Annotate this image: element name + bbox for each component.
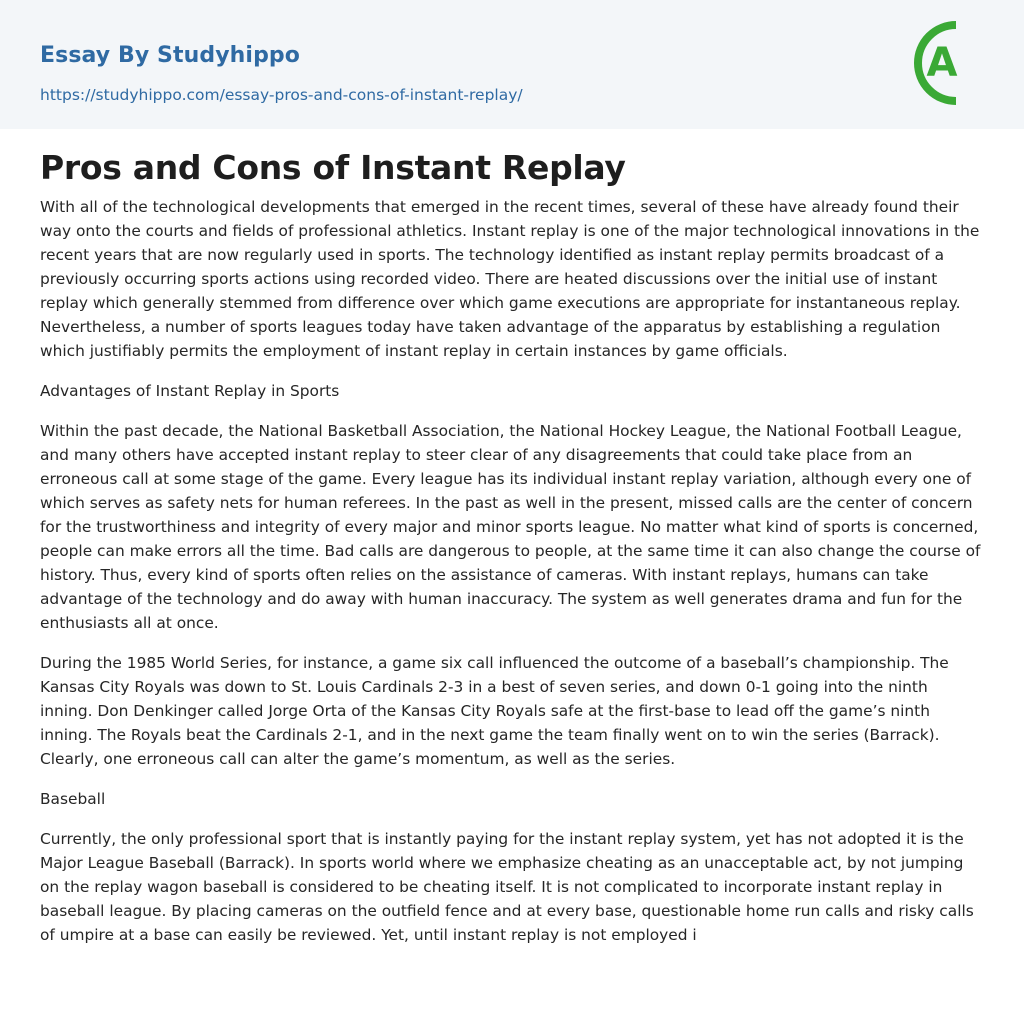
- section-heading-baseball: Baseball: [40, 790, 106, 808]
- paragraph-baseball: Currently, the only professional sport that is instantly paying for the instant replay system, yet has not adopted it is the Major League Baseball (Barrack). In sports world where we emphasize cheating as an unacceptable act, by not jumping on the replay wagon baseball is considered to be cheating itself. It is not complicated to incorporate instant replay in baseball league. By placing cameras on the outfield fence and at every base, questionable home run calls and risky calls of umpire at a base can easily be reviewed. Yet, until instant replay is not employed i: [40, 830, 974, 944]
- site-brand[interactable]: Essay By Studyhippo: [40, 43, 300, 68]
- paragraph-advantages: Within the past decade, the National Basketball Association, the National Hockey League, the National Football League, and many others have accepted instant replay to steer clear of any disagreements that could take place from an erroneous call at some stage of the game. Every league has its individual instant replay variation, although every one of which serves as safety nets for human referees. In the past as well in the present, missed calls are the center of concern for the trustworthiness and integrity of every major and minor sports league. No matter what kind of sports is concerned, people can make errors all the time. Bad calls are dangerous to people, at the same time it can also change the course of history. Thus, every kind of sports often relies on the assistance of cameras. With instant replays, humans can take advantage of the technology and do away with human inaccuracy. The system as well generates drama and fun for the enthusiasts all at once.: [40, 422, 981, 632]
- essay-url-link[interactable]: https://studyhippo.com/essay-pros-and-cons-of-instant-replay/: [40, 86, 523, 104]
- paragraph-intro: With all of the technological developments that emerged in the recent times, several of these have already found their way onto the courts and fields of professional athletics. Instant replay is one of the major technological innovations in the recent years that are now regularly used in sports. The technology identified as instant replay permits broadcast of a previously occurring sports actions using recorded video. There are heated discussions over the initial use of instant replay which generally stemmed from difference over which game executions are appropriate for instantaneous replay. Nevertheless, a number of sports leagues today have taken advantage of the apparatus by establishing a regulation which justifiably permits the employment of instant replay in certain instances by game officials.: [40, 198, 980, 360]
- studyhippo-logo-icon[interactable]: [898, 19, 986, 107]
- logo-letter: A: [926, 40, 958, 86]
- article-body: [0, 147, 1024, 947]
- section-heading-advantages: Advantages of Instant Replay in Sports: [40, 382, 340, 400]
- paragraph-world-series: During the 1985 World Series, for instance, a game six call influenced the outcome of a baseball’s championship. The Kansas City Royals was down to St. Louis Cardinals 2-3 in a best of seven series, and down 0-1 going into the ninth inning. Don Denkinger called Jorge Orta of the Kansas City Royals safe at the first-base to lead off the game’s ninth inning. The Royals beat the Cardinals 2-1, and in the next game the team finally went on to win the series (Barrack). Clearly, one erroneous call can alter the game’s momentum, as well as the series.: [40, 654, 949, 768]
- page-title: Pros and Cons of Instant Replay: [40, 148, 626, 187]
- site-header: [0, 0, 1024, 129]
